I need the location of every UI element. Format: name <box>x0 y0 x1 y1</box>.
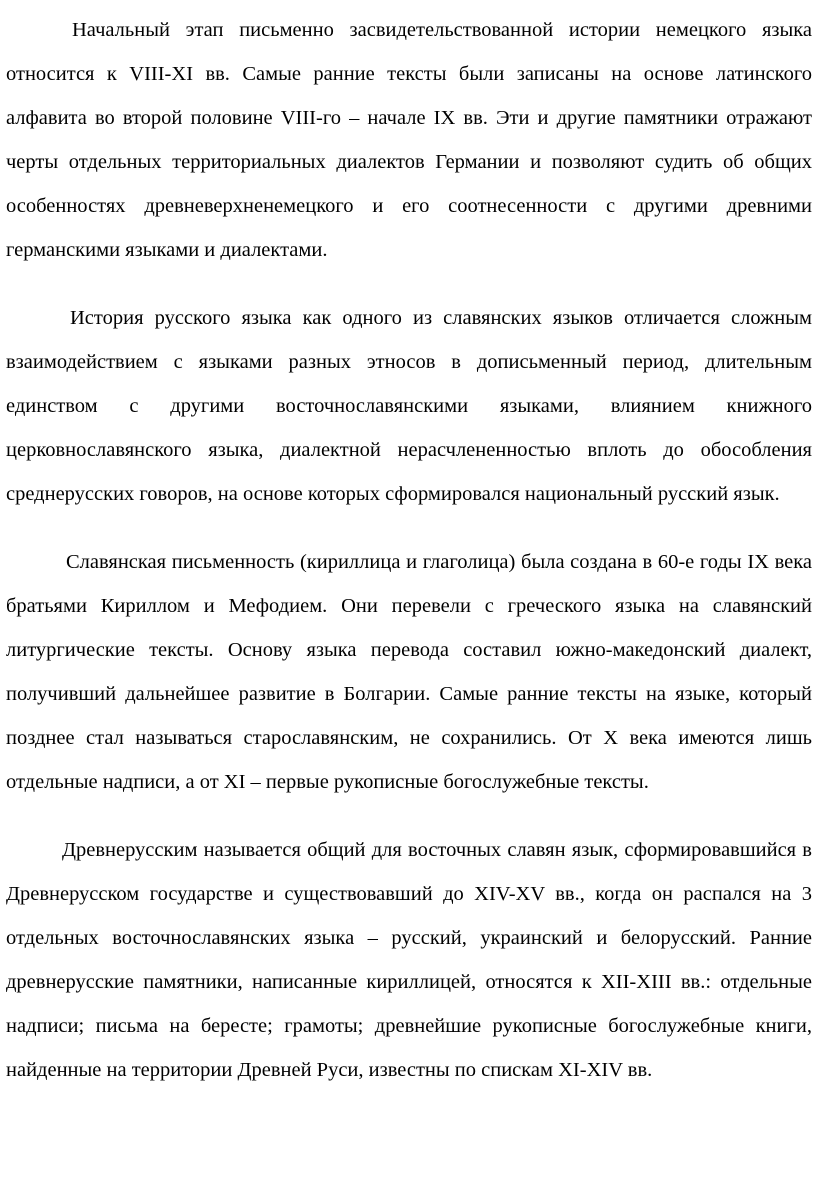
paragraph-russian-history: История русского языка как одного из славянских языков отличается сложным взаимодействием с языками разных этносов в дописьменный период, длительным единством с другими восточнославянскими языками, влиянием книжного церковнославянского языка, диалектной нерасчлененностью вплоть до обособления среднерусских говоров, на основе которых сформировался национальный русский язык. <box>6 307 812 505</box>
paragraph-german-history: Начальный этап письменно засвидетельствованной истории немецкого языка относится к VIII-XI вв. Самые ранние тексты были записаны на основе латинского алфавита во второй половине VIII-го – начале IX вв. Эти и другие памятники отражают черты отдельных территориальных диалектов Германии и позволяют судить об общих особенностях древневерхненемецкого и его соотнесенности с другими древними германскими языками и диалектами. <box>6 19 812 261</box>
paragraph-slavic-writing: Славянская письменность (кириллица и глаголица) была создана в 60-е годы IX века братьями Кириллом и Мефодием. Они перевели с греческого языка на славянский литургические тексты. Основу языка перевода составил южно-македонский диалект, получивший дальнейшее развитие в Болгарии. Самые ранние тексты на языке, который позднее стал называться старославянским, не сохранились. От X века имеются лишь отдельные надписи, а от XI – первые рукописные богослужебные тексты. <box>6 551 812 793</box>
document-page <box>6 8 812 1092</box>
paragraph-old-russian: Древнерусским называется общий для восточных славян язык, сформировавшийся в Древнерусском государстве и существовавший до XIV-XV вв., когда он распался на 3 отдельных восточнославянских языка – русский, украинский и белорусский. Ранние древнерусские памятники, написанные кириллицей, относятся к XII-XIII вв.: отдельные надписи; письма на бересте; грамоты; древнейшие рукописные богослужебные книги, найденные на территории Древней Руси, известны по спискам XI-XIV вв. <box>6 839 812 1081</box>
